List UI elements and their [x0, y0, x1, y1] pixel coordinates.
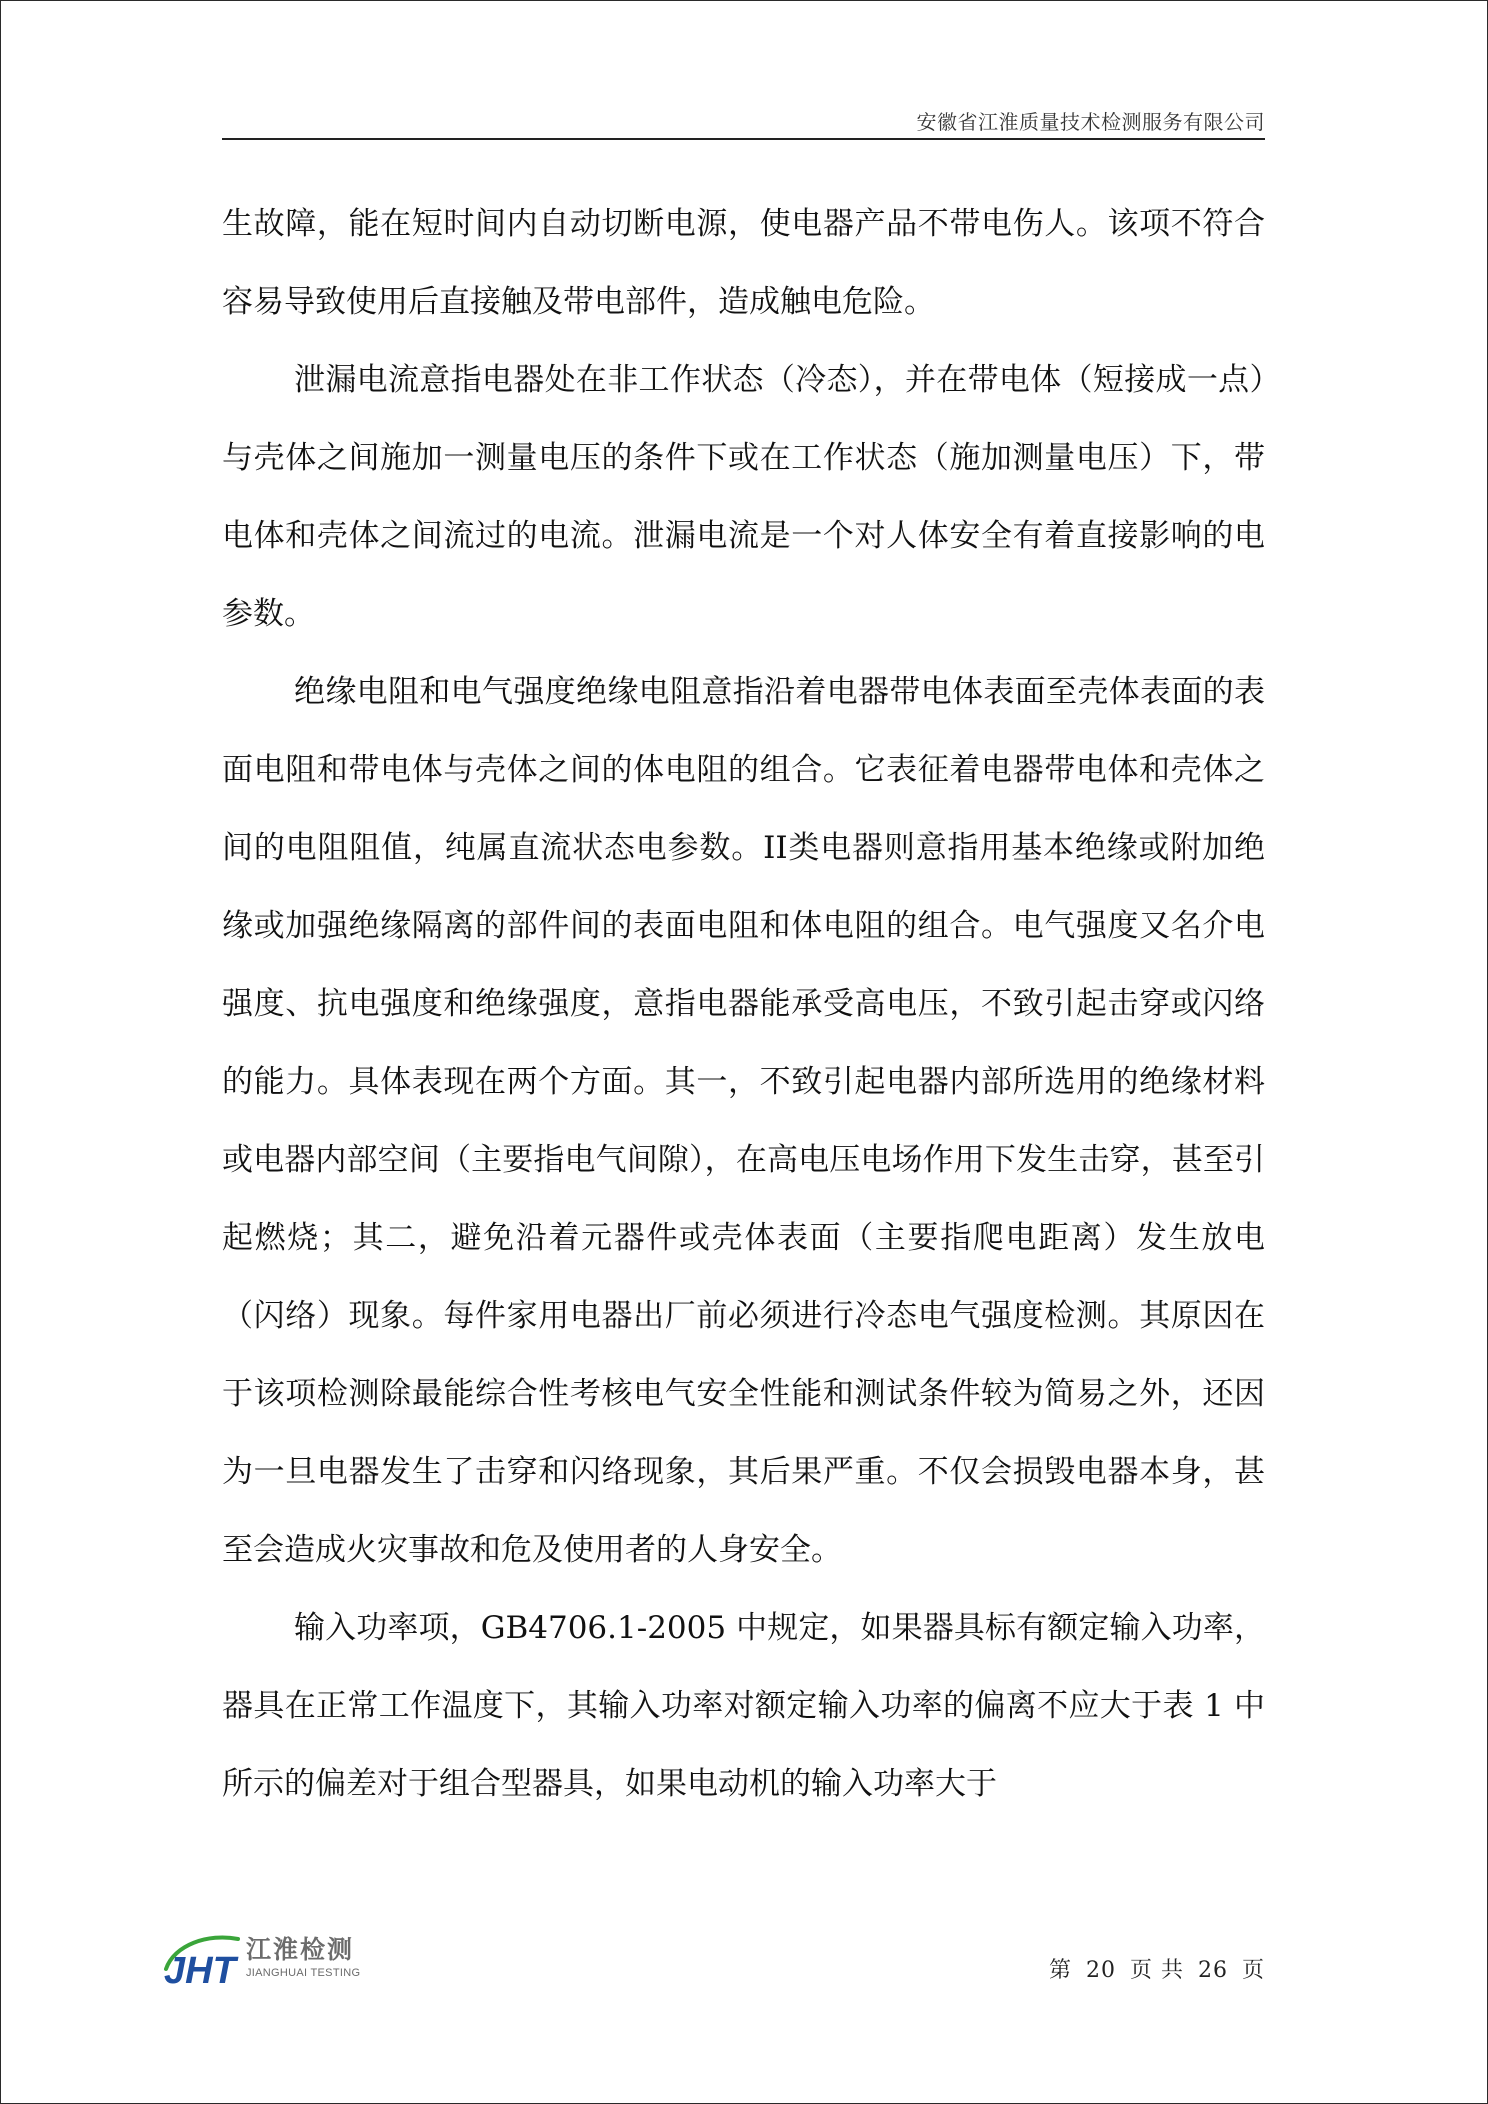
paragraph-3: 绝缘电阻和电气强度绝缘电阻意指沿着电器带电体表面至壳体表面的表面电阻和带电体与壳体之间的体电阻的组合。它表征着电器带电体和壳体之间的电阻阻值，纯属直流状态电参数。II类电器则意指用基本绝缘或附加绝缘或加强绝缘隔离的部件间的表面电阻和体电阻的组合。电气强度又名介电强度、抗电强度和绝缘强度，意指电器能承受高电压，不致引起击穿或闪络的能力。具体表现在两个方面。其一，不致引起电器内部所选用的绝缘材料或电器内部空间（主要指电气间隙），在高电压电场作用下发生击穿，甚至引起燃烧；其二，避免沿着元器件或壳体表面（主要指爬电距离）发生放电（闪络）现象。每件家用电器出厂前必须进行冷态电气强度检测。其原因在于该项检测除最能综合性考核电气安全性能和测试条件较为简易之外，还因为一旦电器发生了击穿和闪络现象，其后果严重。不仅会损毁电器本身，甚至会造成火灾事故和危及使用者的人身安全。 [222, 674, 1265, 1568]
logo-chinese-name: 江淮检测 [246, 1935, 355, 1964]
page-current: 20 [1085, 1958, 1116, 1983]
company-logo [160, 1925, 370, 1991]
jht-logo-icon [160, 1925, 242, 1991]
page-mid: 页 共 [1129, 1958, 1184, 1983]
page-header [222, 102, 1265, 140]
header-company-name: 安徽省江淮质量技术检测服务有限公司 [916, 110, 1265, 134]
page-suffix: 页 [1241, 1958, 1265, 1983]
page-prefix: 第 [1048, 1958, 1072, 1983]
document-body [222, 185, 1265, 1823]
paragraph-4: 输入功率项，GB4706.1-2005 中规定，如果器具标有额定输入功率，器具在正常工作温度下，其输入功率对额定输入功率的偏离不应大于表 1 中所示的偏差对于组合型器具，如果电动机的输入功率大于 [222, 1610, 1265, 1802]
page-total: 26 [1197, 1958, 1228, 1983]
page-footer [160, 1925, 1265, 2005]
svg-text:JHT: JHT [164, 1950, 236, 1991]
paragraph-2: 泄漏电流意指电器处在非工作状态（冷态），并在带电体（短接成一点）与壳体之间施加一测量电压的条件下或在工作状态（施加测量电压）下，带电体和壳体之间流过的电流。泄漏电流是一个对人体安全有着直接影响的电参数。 [222, 362, 1265, 632]
paragraph-1: 生故障，能在短时间内自动切断电源，使电器产品不带电伤人。该项不符合容易导致使用后直接触及带电部件，造成触电危险。 [222, 206, 1265, 320]
page-number [1049, 1953, 1265, 1984]
logo-english-name: JIANGHUAI TESTING [246, 1967, 361, 1979]
